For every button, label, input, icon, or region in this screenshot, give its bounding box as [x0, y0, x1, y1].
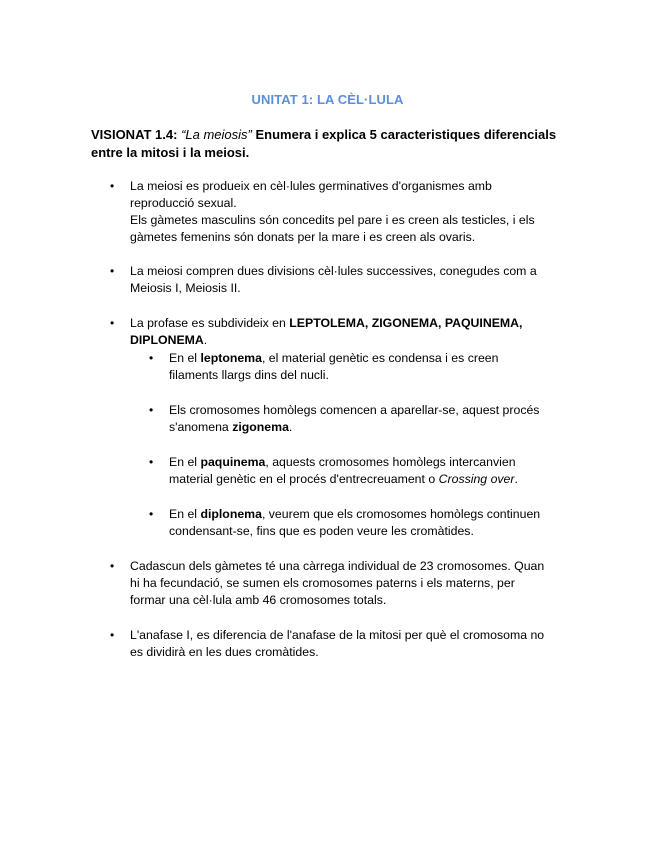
- list-item-line: [169, 471, 574, 488]
- list-item-text: .: [288, 420, 293, 434]
- list-item: [110, 315, 580, 349]
- list-item-text: , el material genètic es condensa i es creen: [261, 351, 499, 365]
- list-item-text: En el: [169, 455, 201, 469]
- term-diplonema: diplonema: [200, 507, 262, 521]
- list-item-line: Els cromosomes homòlegs comencen a aparellar-se, aquest procés: [169, 403, 540, 417]
- heading-line-1: [91, 126, 571, 144]
- heading-line1-rest: Enumera i explica 5 caracteristiques diferencials: [251, 127, 557, 142]
- term-leptonema: leptonema: [200, 351, 262, 365]
- list-item-line: filaments llargs dins del nucli.: [169, 368, 329, 382]
- assignment-heading: [91, 126, 571, 162]
- bullet-icon: •: [149, 507, 154, 521]
- bullet-icon: •: [110, 179, 115, 193]
- term-paquinema: paquinema: [200, 455, 266, 469]
- phase-name-diplonema: DIPLONEMA: [130, 333, 204, 347]
- sub-list-item: [149, 454, 574, 488]
- list-item-text: , veurem que els cromosomes homòlegs continuen: [261, 507, 541, 521]
- list-item-line: [169, 350, 574, 367]
- list-item-line: Meiosis I, Meiosis II.: [130, 281, 241, 295]
- list-item-line: [130, 315, 580, 332]
- phase-names: LEPTOLEMA, ZIGONEMA, PAQUINEMA,: [289, 316, 523, 330]
- term-crossing-over: Crossing over: [438, 472, 515, 486]
- bullet-icon: •: [110, 559, 115, 573]
- bullet-icon: •: [110, 264, 115, 278]
- list-item-line: es dividirà en les dues cromàtides.: [130, 645, 319, 659]
- list-item-line: reproducció sexual.: [130, 196, 237, 210]
- list-item-line: La meiosi es produeix en cèl·lules germinatives d'organismes amb: [130, 179, 492, 193]
- list-item-text: , aquests cromosomes homòlegs intercanvien: [265, 455, 516, 469]
- sub-list-item: [149, 402, 574, 436]
- list-item-line: formar una cèl·lula amb 46 cromosomes totals.: [130, 593, 387, 607]
- page-title: UNITAT 1: LA CÈL·LULA: [251, 92, 404, 107]
- list-item-text: En el: [169, 351, 201, 365]
- sub-list-item: [149, 506, 574, 540]
- bullet-icon: •: [149, 455, 154, 469]
- bullet-icon: •: [110, 316, 115, 330]
- list-item: [110, 178, 580, 246]
- bullet-icon: •: [149, 351, 154, 365]
- sub-list-item: [149, 350, 574, 384]
- list-item: [110, 263, 580, 297]
- list-item-text: En el: [169, 507, 201, 521]
- list-item-text: material genètic en el procés d'entrecreuament o: [169, 472, 439, 486]
- list-item-text: La profase es subdivideix en: [130, 316, 290, 330]
- term-zigonema: zigonema: [232, 420, 289, 434]
- list-item-line: condensant-se, fins que es poden veure les cromàtides.: [169, 524, 474, 538]
- heading-line-2: entre la mitosi i la meiosi.: [91, 145, 250, 160]
- list-item: [110, 627, 580, 661]
- list-item-line: [169, 419, 574, 436]
- list-item-line: L'anafase I, es diferencia de l'anafase de la mitosi per què el cromosoma no: [130, 628, 545, 642]
- list-item-line: hi ha fecundació, se sumen els cromosomes paterns i els materns, per: [130, 576, 515, 590]
- heading-italic-title: “La meiosis”: [181, 127, 252, 142]
- list-item-text: s'anomena: [169, 420, 233, 434]
- list-item-line: Els gàmetes masculins són concedits pel pare i es creen als testicles, i els: [130, 213, 535, 227]
- list-item-line: Cadascun dels gàmetes té una càrrega individual de 23 cromosomes. Quan: [130, 559, 545, 573]
- bullet-icon: •: [149, 403, 154, 417]
- heading-label: VISIONAT 1.4:: [91, 127, 178, 142]
- list-item-text: .: [203, 333, 208, 347]
- bullet-icon: •: [110, 628, 115, 642]
- list-item-line: gàmetes femenins són donats per la mare i es creen als ovaris.: [130, 230, 476, 244]
- list-item-text: .: [514, 472, 518, 486]
- list-item-line: [169, 454, 574, 471]
- list-item-line: [130, 332, 580, 349]
- list-item-line: [169, 506, 574, 523]
- list-item: [110, 558, 580, 609]
- list-item-line: La meiosi compren dues divisions cèl·lules successives, conegudes com a: [130, 264, 537, 278]
